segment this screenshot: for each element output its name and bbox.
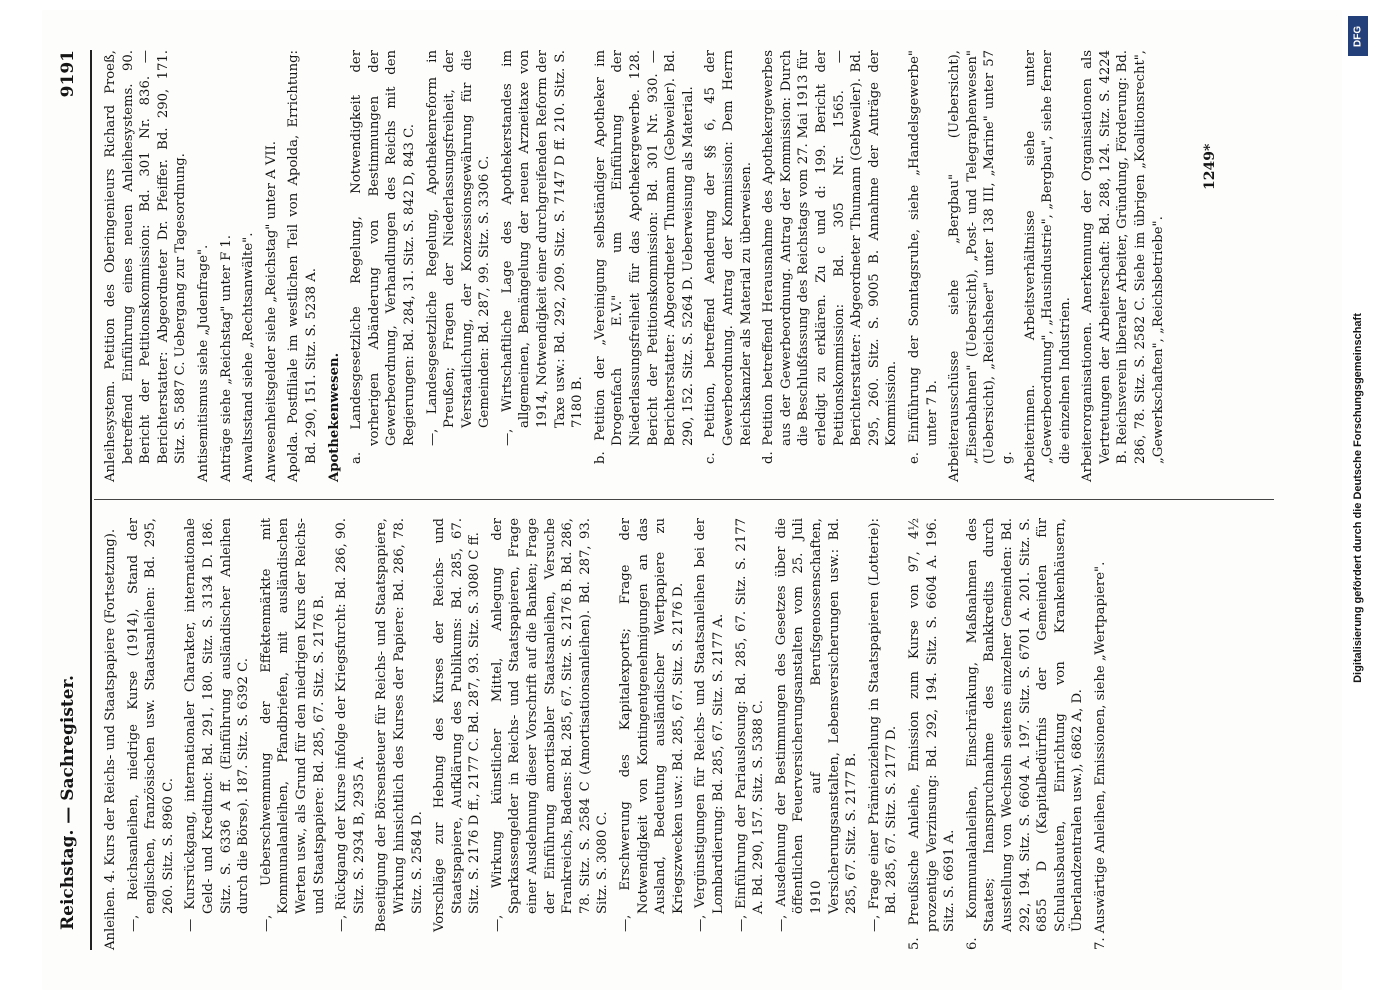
index-entry: —, Wirkung künstlicher Mittel, Anlegung der Sparkassengelder in Reichs- und Staatspapieren, Frage einer Ausdehnung dieser Vorschrift auf die Banken; Frage der Einführung amortisabler Staatsanleihen, Versuche Frankreichs, Badens: Bd. 285, 67. Sitz. S. 2176 B. Bd. 286, 78. Sitz. S. 2584 C (Amortisationsanleihen). Bd. 287, 93. Sitz. S. 3080 C. <box>489 518 610 932</box>
index-entry: —, Ausdehnung der Bestimmungen des Gesetzes über die öffentlichen Feuerversicherungsanstalten vom 25. Juli 1910 auf Berufsgenossenschaften, Versicherungsanstalten, Lebensversicherungen usw.: Bd. 285, 67. Sitz. S. 2177 B. <box>773 518 859 932</box>
index-entry: —, Vergünstigungen für Reichs- und Staatsanleihen bei der Lombardierung: Bd. 285, 67. Sitz. S. 2177 A. <box>692 518 726 932</box>
document-page <box>42 10 1342 990</box>
index-entry: —, Ueberschwemmung der Effektenmärkte mit Kommunalanleihen, Pfandbriefen, mit ausländischen Werten usw., als Grund für den niedrigen Kurs der Reichs- und Staatspapiere: Bd. 285, 67. Sitz. S. 2176 B. <box>258 518 327 932</box>
index-entry: Anwesenheitsgelder siehe „Reichstag" unter A VII. <box>263 141 279 482</box>
page-number: 9191 <box>57 50 78 98</box>
index-entry: —, Reichsanleihen, niedrige Kurse (1914), Stand der englischen, französischen usw. Staatsanleihen: Bd. 295, 260. Sitz. S. 8960 C. <box>125 518 176 932</box>
index-entry: Antisemitismus siehe „Judenfrage". <box>195 244 211 482</box>
index-entry: —, Rückgang der Kurse infolge der Kriegsfurcht: Bd. 286, 90. Sitz. S. 2934 B, 2935 A. <box>333 518 367 932</box>
index-entry: b. Petition der „Vereinigung selbständiger Apotheker im Drogenfach E.V." um Einführung der Niederlassungsfreiheit für das Apothekergewerbe. 128. Bericht der Petitionskommission: Bd. 301 Nr. 930. — Berichterstatter: Abgeordneter Thumann (Gebweiler). Bd. 290, 152. Sitz. S. 5264 D. Ueberweisung als Material. <box>592 50 696 464</box>
index-entry: d. Petition betreffend Herausnahme des Apothekergewerbes aus der Gewerbeordnung. Antrag der Kommission: Durch die Beschlußfassung des Reichstags vom 27. Mai 1913 für erledigt zu erklären. Zu c und d: 199. Bericht der Petitionskommission: Bd. 305 Nr. 1565. — Berichterstatter: Abgeordneter Thumann (Gebweiler). Bd. 295, 260. Sitz. S. 9005 B. Annahme der Anträge der Kommission. <box>760 50 899 464</box>
index-entry: Beseitigung der Börsensteuer für Reichs- und Staatspapiere, Wirkung hinsichtlich des Kurses der Papiere: Bd. 286, 78. Sitz. S. 2584 D. <box>373 518 424 932</box>
index-heading: Apothekenwesen. <box>326 352 342 482</box>
digitization-notice: Digitalisierung gefördert durch die Deutsche Forschungsgemeinschaft <box>1352 313 1364 683</box>
index-entry: e. Einführung der Sonntagsruhe, siehe „Handelsgewerbe" unter 7 b. <box>906 50 940 464</box>
index-entry: Anleihen. 4. Kurs der Reichs- und Staatspapiere (Fortsetzung). <box>102 528 118 950</box>
digitization-sidebar <box>1338 10 1378 990</box>
column-divider <box>94 499 1274 500</box>
index-entry: Arbeiterausschüsse siehe „Bergbau" (Uebersicht), „Eisenbahnen" (Uebersicht), „Post- und Telegraphenwesen" (Uebersicht), „Reichsheer" unter 138 III, „Marine" unter 57 g. <box>946 50 1015 482</box>
page-header <box>50 50 90 950</box>
index-entry: Anleihesystem. Petition des Oberingenieurs Richard Proeß, betreffend Einführung eines neuen Anleihesystems. 90. Bericht der Petitionskommission: Bd. 301 Nr. 836. — Berichterstatter: Abgeordneter Dr. Pfeiffer. Bd. 290, 171. Sitz. S. 5887 C. Uebergang zur Tagesordnung. <box>102 50 188 482</box>
index-entry: 5. Preußische Anleihe, Emission zum Kurse von 97, 4½ prozentige Verzinsung: Bd. 292, 194. Sitz. S. 6604 A. 196. Sitz. S. 6691 A. <box>906 518 957 950</box>
index-entry: —, Erschwerung des Kapitalexports; Frage der Notwendigkeit von Kontingentgenehmigungen an das Ausland, Bedeutung ausländischer Wertpapiere zu Kriegszwecken usw.: Bd. 285, 67. Sitz. S. 2176 D. <box>617 518 686 932</box>
right-column <box>102 50 1172 482</box>
index-entry: Vorschläge zur Hebung des Kurses der Reichs- und Staatspapiere, Aufklärung des Publikums: Bd. 285, 67. Sitz. S. 2176 D ff., 2177 C. Bd. 287, 93. Sitz. S. 3080 C ff. <box>431 518 482 932</box>
index-entry: Apolda. Postfiliale im westlichen Teil von Apolda, Errichtung: Bd. 290, 151. Sitz. S. 5238 A. <box>285 50 319 482</box>
index-entry: c. Petition, betreffend Aenderung der §§ 6, 45 der Gewerbeordnung. Antrag der Kommission: Dem Herrn Reichskanzler als Material zu überweisen. <box>702 50 754 464</box>
header-rule <box>90 50 92 950</box>
dfg-logo: DFG <box>1348 16 1368 56</box>
signature-mark: 1249* <box>1201 143 1218 190</box>
running-title: Reichstag. — Sachregister. <box>57 675 78 930</box>
index-entry: Arbeiterinnen. Arbeitsverhältnisse siehe unter „Gewerbeordnung", „Hausindustrie", „Bergbau", siehe ferner die einzelnen Industrien. <box>1022 50 1073 482</box>
index-entry: Anträge siehe „Reichstag" unter F 1. <box>218 234 234 482</box>
index-entry: —, Frage einer Prämienziehung in Staatspapieren (Lotterie): Bd. 285, 67. Sitz. S. 2177 D. <box>866 518 899 932</box>
left-column <box>102 518 1114 950</box>
index-entry: a. Landesgesetzliche Regelung, Notwendigkeit der vorherigen Abänderung von Bestimmungen der Gewerbeordnung, Verhandlungen des Reichs mit den Regierungen: Bd. 284, 31. Sitz. S. 842 D, 843 C. <box>348 50 417 464</box>
index-entry: —, Einführung der Pariauslosung: Bd. 285, 67. Sitz. S. 2177 A. Bd. 290, 157. Sitz. S. 5388 C. <box>733 518 766 932</box>
index-entry: —, Wirtschaftliche Lage des Apothekerstandes im allgemeinen, Bemängelung der neuen Arzneitaxe von 1914, Notwendigkeit einer durchgreifenden Reform der Taxe usw.: Bd. 292, 209. Sitz. S. 7147 D ff. 210. Sitz. S. 7180 B. <box>499 50 585 446</box>
index-entry: 6. Kommunalanleihen, Einschränkung, Maßnahmen des Staates; Inanspruchnahme des Bankkredits durch Ausstellung von Wechseln seitens einzelner Gemeinden: Bd. 292, 194. Sitz. S. 6604 A. 197. Sitz. S. 6701 A. 201. Sitz. S. 6855 D (Kapitalbedürfnis der Gemeinden für Schulausbauten, Einrichtung von Krankenhäusern, Überlandzentralen usw.), 6862 A, D. <box>964 518 1085 950</box>
index-entry: — Kursrückgang, internationaler Charakter, internationale Geld- und Kreditnot: Bd. 291, 180. Sitz. S. 3134 D. 186. Sitz. S. 6336 A ff. (Einführung ausländischer Anleihen durch die Börse). 187. Sitz. S. 6392 C. <box>182 518 251 932</box>
index-entry: Anwaltsstand siehe „Rechtsanwälte". <box>240 232 256 482</box>
index-entry: —, Landesgesetzliche Regelung, Apothekenreform in Preußen; Fragen der Niederlassungsfreiheit, der Verstaatlichung, der Konzessionsgewährung für die Gemeinden: Bd. 287, 99. Sitz. S. 3306 C. <box>424 50 492 446</box>
index-entry: Arbeiterorganisationen. Anerkennung der Organisationen als Vertretungen der Arbeiterschaft: Bd. 288, 124. Sitz. S. 4224 B. Reichsverein liberaler Arbeiter, Gründung, Förderung: Bd. 286, 78. Sitz. S. 2582 C. Siehe im übrigen „Koalitionsrecht", „Gewerkschaften", „Reichsbetriebe". <box>1079 50 1166 482</box>
index-entry: 7. Auswärtige Anleihen, Emissionen, siehe „Wertpapiere". <box>1092 561 1108 950</box>
